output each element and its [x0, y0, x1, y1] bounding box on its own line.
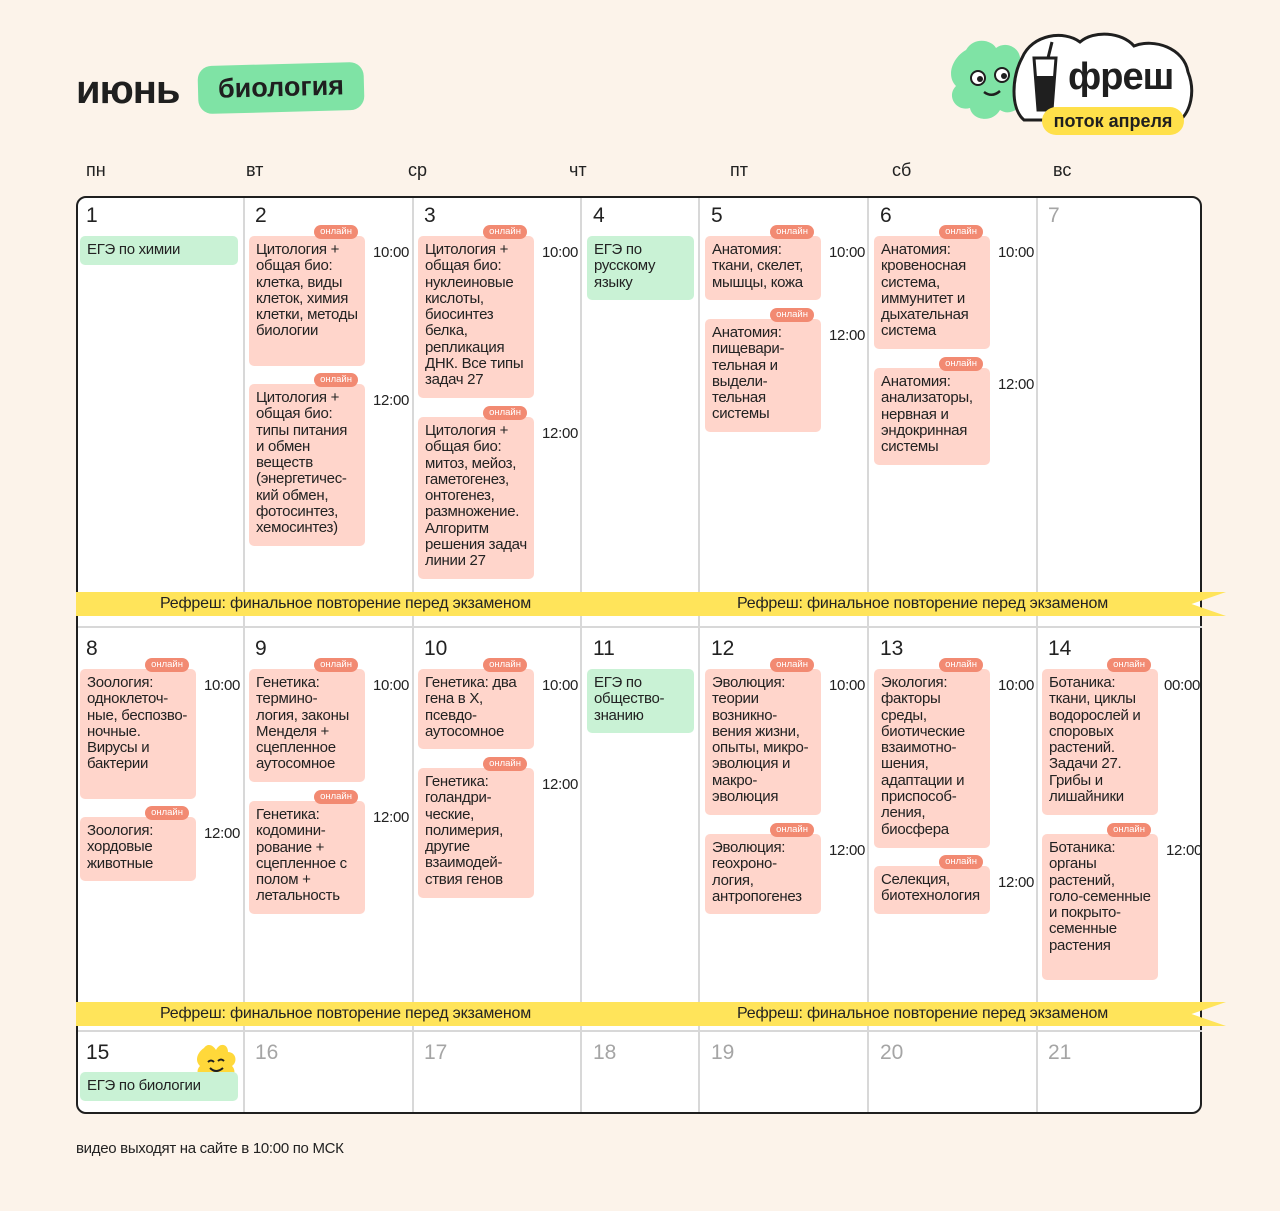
- day-number: 1: [86, 204, 98, 227]
- day-number: 10: [424, 637, 448, 660]
- day-number: 20: [880, 1041, 904, 1064]
- online-badge: онлайн: [770, 225, 814, 239]
- day-number: 11: [593, 637, 615, 660]
- column-divider: [1036, 198, 1038, 1112]
- event-title: Зоология: одноклеточ-ные, беспозво-ночные. Вирусы и бактерии: [87, 674, 188, 773]
- refresh-ribbon-label: Рефреш: финальное повторение перед экзаменом: [160, 1005, 532, 1022]
- event-card[interactable]: [1042, 659, 1158, 815]
- event-card[interactable]: [705, 309, 821, 432]
- event-card[interactable]: [80, 807, 196, 881]
- weekday-sun: вс: [1053, 160, 1072, 180]
- event-time: 10:00: [829, 677, 866, 694]
- event-time: 12:00: [829, 327, 866, 344]
- event-time: 12:00: [829, 842, 866, 859]
- event-time: 10:00: [373, 677, 410, 694]
- event-card[interactable]: [80, 659, 196, 799]
- event-card[interactable]: [249, 374, 365, 546]
- event-title: Анатомия: ткани, скелет, мышцы, кожа: [712, 241, 803, 291]
- online-badge: онлайн: [939, 357, 983, 371]
- weekday-wed: ср: [408, 160, 428, 180]
- event-title: Цитология + общая био: митоз, мейоз, гаметогенез, онтогенез, размножение. Алгоритм решения задач линии 27: [425, 422, 527, 570]
- footnote: видео выходят на сайте в 10:00 по МСК: [76, 1140, 344, 1157]
- online-badge: онлайн: [770, 658, 814, 672]
- event-card[interactable]: [249, 791, 365, 914]
- online-badge: онлайн: [314, 790, 358, 804]
- event-title: Генетика: термино-логия, законы Менделя + сцепленное аутосомное: [256, 674, 350, 773]
- day-number: 9: [255, 637, 267, 660]
- event-title: Цитология + общая био: клетка, виды клеток, химия клетки, методы биологии: [256, 241, 358, 340]
- event-time: 12:00: [998, 874, 1035, 891]
- day-number: 14: [1048, 637, 1072, 660]
- event-title: Эволюция: геохроно-логия, антропогенез: [712, 839, 802, 905]
- event-title: Экология: факторы среды, биотические взаимотно-шения, адаптации и приспособ-ления, биосфера: [881, 674, 965, 838]
- online-badge: онлайн: [483, 757, 527, 771]
- event-title: Генетика: кодомини-рование + сцепленное с полом + летальность: [256, 806, 347, 905]
- event-time: 12:00: [204, 825, 241, 842]
- refresh-ribbon-label: Рефреш: финальное повторение перед экзаменом: [737, 1005, 1109, 1022]
- online-badge: онлайн: [770, 308, 814, 322]
- day-number: 21: [1048, 1041, 1072, 1064]
- event-title: Генетика: голандри-ческие, полимерия, другие взаимодей-ствия генов: [425, 773, 503, 888]
- online-badge: онлайн: [145, 658, 189, 672]
- event-card[interactable]: [705, 659, 821, 815]
- event-card[interactable]: [874, 856, 990, 914]
- day-number: 19: [711, 1041, 735, 1064]
- stream-badge: поток апреля: [1042, 107, 1184, 135]
- event-time: 10:00: [998, 244, 1035, 261]
- day-number: 15: [86, 1041, 110, 1064]
- month-title: июнь: [76, 68, 180, 112]
- day-number: 12: [711, 637, 735, 660]
- day-number: 16: [255, 1041, 279, 1064]
- event-card[interactable]: [249, 659, 365, 782]
- row-divider: [78, 626, 1202, 628]
- event-time: 12:00: [542, 776, 579, 793]
- column-divider: [698, 198, 700, 1112]
- event-card[interactable]: [418, 226, 534, 398]
- weekday-tue: вт: [246, 160, 264, 180]
- event-card[interactable]: [587, 669, 694, 733]
- subject-badge: биология: [197, 62, 364, 114]
- weekday-sat: сб: [892, 160, 912, 180]
- online-badge: онлайн: [483, 406, 527, 420]
- day-number: 5: [711, 204, 723, 227]
- event-title: Цитология + общая био: типы питания и обмен веществ (энергетичес-кий обмен, фотосинтез, хемосинтез): [256, 389, 348, 537]
- event-title: Эволюция: теории возникно-вения жизни, опыты, микро-эволюция и макро-эволюция: [712, 674, 809, 806]
- online-badge: онлайн: [145, 806, 189, 820]
- event-card[interactable]: [418, 758, 534, 898]
- event-title: ЕГЭ по биологии: [87, 1077, 201, 1094]
- event-time: 10:00: [373, 244, 410, 261]
- online-badge: онлайн: [314, 373, 358, 387]
- online-badge: онлайн: [770, 823, 814, 837]
- event-card[interactable]: [874, 659, 990, 848]
- event-card[interactable]: [874, 226, 990, 349]
- event-time: 10:00: [542, 244, 579, 261]
- event-time: 10:00: [998, 677, 1035, 694]
- event-card[interactable]: [874, 358, 990, 465]
- event-title: Генетика: два гена в Х, псевдо-аутосомное: [425, 674, 517, 740]
- column-divider: [867, 198, 869, 1112]
- event-card[interactable]: [418, 407, 534, 579]
- day-number: 2: [255, 204, 267, 227]
- weekday-mon: пн: [86, 160, 106, 180]
- brand-name: фреш: [1068, 56, 1174, 98]
- column-divider: [580, 198, 582, 1112]
- event-time: 00:00: [1164, 677, 1201, 694]
- event-time: 12:00: [542, 425, 579, 442]
- event-time: 10:00: [829, 244, 866, 261]
- day-number: 17: [424, 1041, 448, 1064]
- event-title: ЕГЭ по общество-знанию: [594, 674, 665, 724]
- event-title: Селекция, биотехнология: [881, 871, 980, 905]
- event-title: ЕГЭ по химии: [87, 241, 181, 258]
- event-time: 12:00: [373, 809, 410, 826]
- event-time: 10:00: [204, 677, 241, 694]
- event-card[interactable]: [418, 659, 534, 749]
- event-card[interactable]: [705, 824, 821, 914]
- online-badge: онлайн: [1107, 823, 1151, 837]
- online-badge: онлайн: [483, 225, 527, 239]
- online-badge: онлайн: [314, 658, 358, 672]
- event-title: ЕГЭ по русскому языку: [594, 241, 656, 291]
- event-title: Анатомия: кровеносная система, иммунитет и дыхательная система: [881, 241, 969, 340]
- day-number: 6: [880, 204, 892, 227]
- event-time: 12:00: [373, 392, 410, 409]
- column-divider: [243, 198, 245, 1112]
- event-card[interactable]: [249, 226, 365, 366]
- day-number: 3: [424, 204, 436, 227]
- day-number: 18: [593, 1041, 617, 1064]
- event-card[interactable]: [587, 236, 694, 300]
- event-title: Ботаника: органы растений, голо-семенные и покрыто-семенные растения: [1049, 839, 1151, 954]
- event-title: Анатомия: пищевари-тельная и выдели-тельная системы: [712, 324, 785, 423]
- event-title: Ботаника: ткани, циклы водорослей и споровых растений. Задачи 27. Грибы и лишайники: [1049, 674, 1141, 806]
- online-badge: онлайн: [939, 658, 983, 672]
- online-badge: онлайн: [939, 225, 983, 239]
- event-title: Зоология: хордовые животные: [87, 822, 154, 872]
- day-number: 13: [880, 637, 904, 660]
- online-badge: онлайн: [314, 225, 358, 239]
- event-title: Анатомия: анализаторы, нервная и эндокринная системы: [881, 373, 973, 456]
- event-card[interactable]: [80, 236, 238, 265]
- event-card[interactable]: [705, 226, 821, 300]
- event-time: 12:00: [1166, 842, 1203, 859]
- event-time: 12:00: [998, 376, 1035, 393]
- online-badge: онлайн: [939, 855, 983, 869]
- weekday-fri: пт: [730, 160, 748, 180]
- event-time: 10:00: [542, 677, 579, 694]
- refresh-ribbon-label: Рефреш: финальное повторение перед экзаменом: [737, 595, 1109, 612]
- column-divider: [412, 198, 414, 1112]
- day-number: 8: [86, 637, 98, 660]
- event-card[interactable]: [80, 1072, 238, 1101]
- event-card[interactable]: [1042, 824, 1158, 980]
- day-number: 4: [593, 204, 605, 227]
- event-title: Цитология + общая био: нуклеиновые кислоты, биосинтез белка, репликация ДНК. Все типы задач 27: [425, 241, 524, 389]
- day-number: 7: [1048, 204, 1060, 227]
- online-badge: онлайн: [483, 658, 527, 672]
- refresh-ribbon-label: Рефреш: финальное повторение перед экзаменом: [160, 595, 532, 612]
- online-badge: онлайн: [1107, 658, 1151, 672]
- row-divider: [78, 1030, 1202, 1032]
- weekday-thu: чт: [569, 160, 587, 180]
